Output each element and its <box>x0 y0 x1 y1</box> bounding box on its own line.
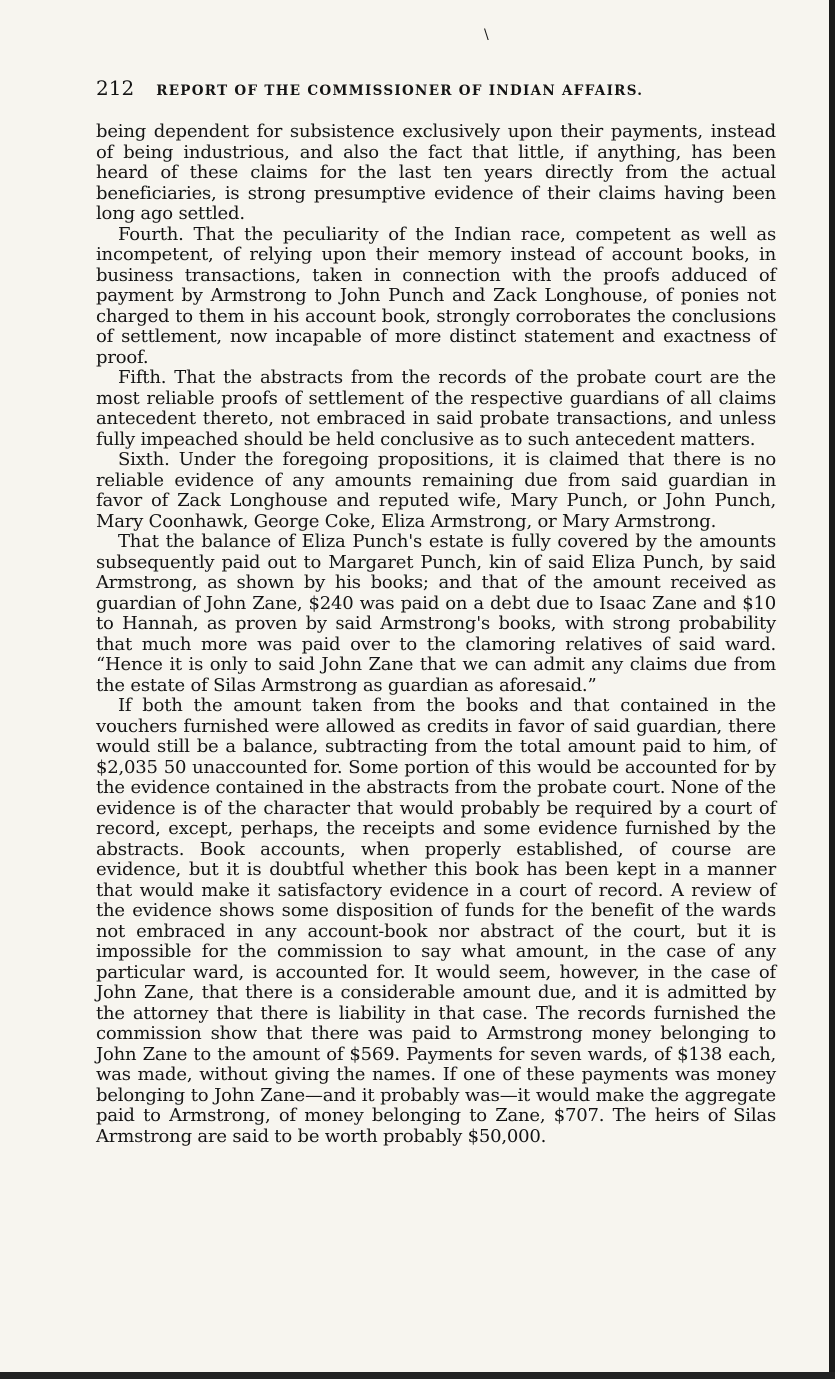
document-page <box>96 76 776 1147</box>
paragraph-fifth: Fifth. That the abstracts from the records of the probate court are the most reliable proofs of settlement of the respective guardians of all claims antecedent thereto, not embraced in said probate transactions, and unless fully impeached should be held conclusive as to such antecedent matters. <box>96 367 776 450</box>
paragraph-eliza-punch-balance: That the balance of Eliza Punch's estate is fully covered by the amounts subsequently paid out to Margaret Punch, kin of said Eliza Punch, by said Armstrong, as shown by his books; and that of the amount received as guardian of John Zane, $240 was paid on a debt due to Isaac Zane and $10 to Hannah, as proven by said Armstrong's books, with strong probability that much more was paid over to the clamoring relatives of said ward. “Hence it is only to said John Zane that we can admit any claims due from the estate of Silas Armstrong as guardian as aforesaid.” <box>96 531 776 696</box>
running-head <box>96 76 776 102</box>
paragraph-sixth: Sixth. Under the foregoing propositions, it is claimed that there is no reliable evidence of any amounts remaining due from said guardian in favor of Zack Longhouse and reputed wife, Mary Punch, or John Punch, Mary Coonhawk, George Coke, Eliza Armstrong, or Mary Armstrong. <box>96 449 776 532</box>
stray-mark: \ <box>484 27 489 43</box>
page-number: 212 <box>96 76 135 100</box>
body-text <box>96 122 776 1147</box>
running-title: REPORT OF THE COMMISSIONER OF INDIAN AFFAIRS. <box>156 83 644 99</box>
paragraph-unaccounted-balance: If both the amount taken from the books and that contained in the vouchers furnished were allowed as credits in favor of said guardian, there would still be a balance, subtracting from the total amount paid to him, of $2,035 50 unaccounted for. Some portion of this would be accounted for by the evidence contained in the abstracts from the probate court. None of the evidence is of the character that would probably be required by a court of record, except, perhaps, the receipts and some evidence furnished by the abstracts. Book accounts, when properly established, of course are evidence, but it is doubtful whether this book has been kept in a manner that would make it satisfactory evidence in a court of record. A review of the evidence shows some disposition of funds for the benefit of the wards not embraced in any account-book nor abstract of the court, but it is impossible for the commission to say what amount, in the case of any particular ward, is accounted for. It would seem, however, in the case of John Zane, that there is a considerable amount due, and it is admitted by the attorney that there is liability in that case. The records furnished the commission show that there was paid to Armstrong money belonging to John Zane to the amount of $569. Payments for seven wards, of $138 each, was made, without giving the names. If one of these payments was money belonging to John Zane—and it probably was—it would make the aggregate paid to Armstrong, of money belonging to Zane, $707. The heirs of Silas Armstrong are said to be worth probably $50,000. <box>96 695 776 1147</box>
scan-edge-bottom <box>0 1372 835 1379</box>
paragraph-continuation: being dependent for subsistence exclusively upon their payments, instead of being industrious, and also the fact that little, if anything, has been heard of these claims for the last ten years directly from the actual beneficiaries, is strong presumptive evidence of their claims having been long ago settled. <box>96 121 776 224</box>
paragraph-fourth: Fourth. That the peculiarity of the Indian race, competent as well as incompetent, of relying upon their memory instead of account books, in business transactions, taken in connection with the proofs adduced of payment by Armstrong to John Punch and Zack Longhouse, of ponies not charged to them in his account book, strongly corroborates the conclusions of settlement, now incapable of more distinct statement and exactness of proof. <box>96 223 776 368</box>
scan-edge-right <box>829 0 835 1379</box>
